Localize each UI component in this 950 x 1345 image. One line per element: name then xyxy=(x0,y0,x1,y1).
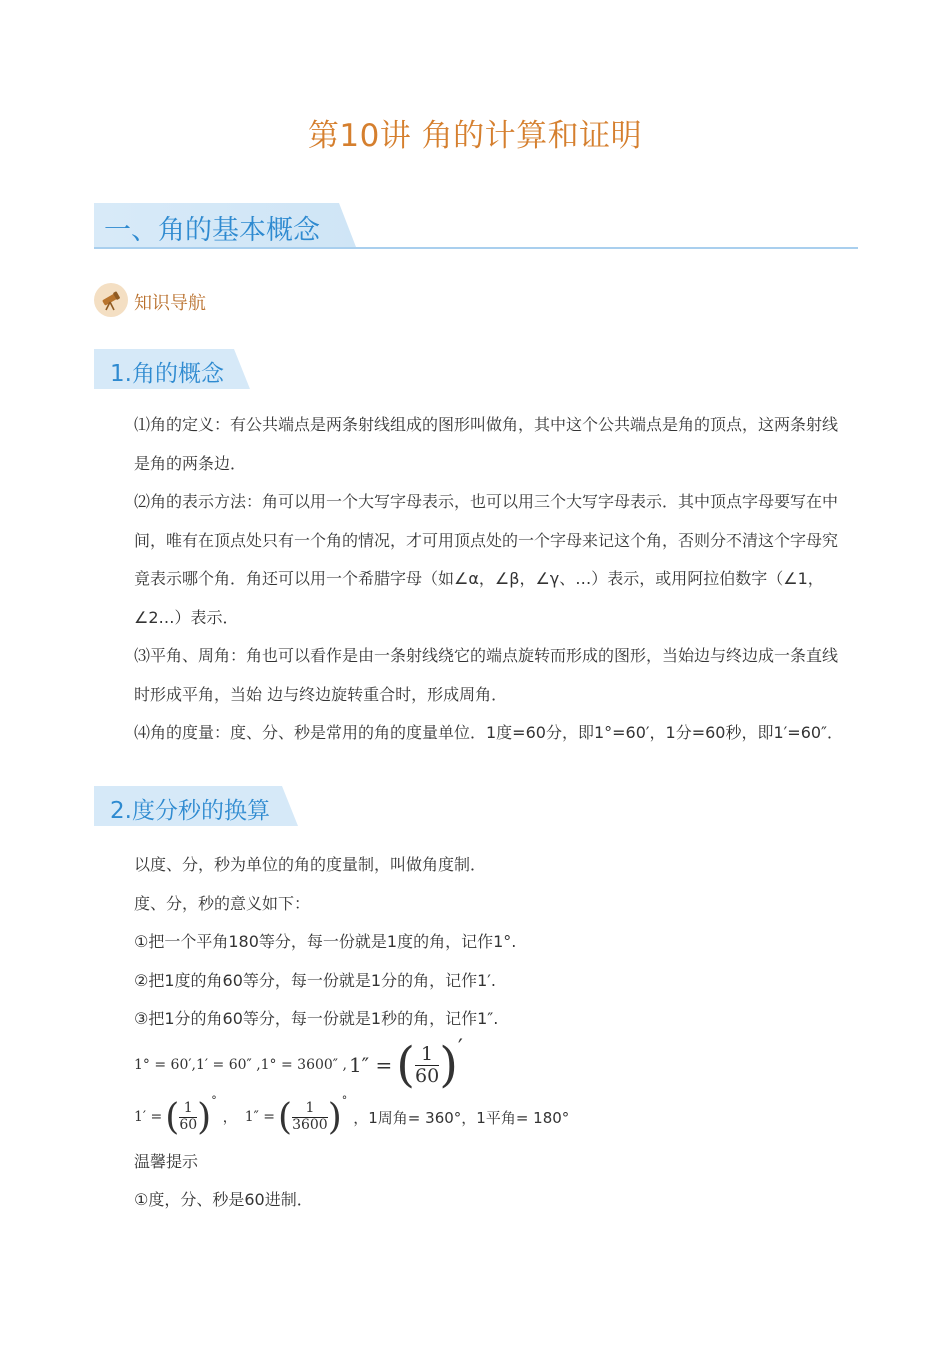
text-line: ②把1度的角60等分，每一份就是1分的角，记作1′. xyxy=(134,971,496,990)
knowledge-nav-label: 知识导航 xyxy=(134,293,206,314)
formula-unit-conversion xyxy=(134,1036,463,1094)
subheading-2 xyxy=(94,786,298,826)
formula-fraction-conversion xyxy=(134,1094,569,1140)
text-line: ③把1分的角60等分，每一份就是1秒的角，记作1″. xyxy=(134,1009,499,1028)
minute-mark: ′ xyxy=(457,1036,463,1061)
formula-lhs: 1″ = xyxy=(348,1053,393,1077)
tip-item: ①度，分、秒是60进制． xyxy=(134,1190,313,1209)
fraction-denominator: 60 xyxy=(179,1116,198,1133)
fraction-numerator: 1 xyxy=(292,1101,328,1117)
section-heading-label: 一、角的基本概念 xyxy=(104,215,320,246)
paragraph-straight-full-angle: ⑶平角、周角：角也可以看作是由一条射线绕它的端点旋转而形成的图形，当始边与终边成一条直线时形成平角，当始 边与终边旋转重合时，形成周角． xyxy=(134,646,839,704)
fraction-1-60 xyxy=(179,1101,197,1133)
fraction-denominator: 60 xyxy=(415,1064,440,1087)
section-heading xyxy=(94,203,858,249)
subheading-1 xyxy=(94,349,250,389)
separator: ， xyxy=(222,1110,237,1126)
telescope-icon xyxy=(94,283,128,317)
paragraph-notation: ⑵角的表示方法：角可以用一个大写字母表示，也可以用三个大写字母表示．其中顶点字母要写在中间，唯有在顶点处只有一个角的情况，才可用顶点处的一个字母来记这个角，否则分不清这个字母究竟表示哪个角．角还可以用一个希腊字母（如∠α，∠β，∠γ、…）表示，或用阿拉伯数字（∠1，∠2…）表示． xyxy=(134,492,839,627)
paragraph-definition: ⑴角的定义：有公共端点是两条射线组成的图形叫做角，其中这个公共端点是角的顶点，这两条射线是角的两条边． xyxy=(134,415,839,473)
fraction-1-60 xyxy=(415,1044,439,1087)
tip-title: 温馨提示 xyxy=(134,1152,199,1171)
formula-tail: ，1周角= 360°，1平角= 180° xyxy=(353,1108,570,1127)
paren-right: ) xyxy=(439,1037,458,1093)
subheading-2-label: 2.度分秒的换算 xyxy=(110,798,270,824)
fraction-denominator: 3600 xyxy=(292,1116,328,1133)
fraction-numerator: 1 xyxy=(415,1044,439,1066)
text-line: 以度、分，秒为单位的角的度量制，叫做角度制． xyxy=(134,855,487,874)
fraction-1-3600 xyxy=(292,1101,328,1133)
degree-mark: ° xyxy=(211,1094,217,1107)
formula-a-lhs: 1′ = xyxy=(134,1109,163,1125)
paren-right: ) xyxy=(197,1096,212,1138)
paragraph-measure: ⑷角的度量：度、分、秒是常用的角的度量单位．1度=60分，即1°=60′，1分=60秒，即1′=60″． xyxy=(134,723,844,742)
paren-left: ( xyxy=(396,1037,415,1093)
text-line: 度、分，秒的意义如下： xyxy=(134,894,311,913)
fraction-numerator: 1 xyxy=(179,1101,197,1117)
concept-paragraphs xyxy=(134,406,850,753)
text-line: ①把一个平角180等分，每一份就是1度的角，记作1°. xyxy=(134,932,517,951)
paren-right: ) xyxy=(327,1096,342,1138)
section-rule xyxy=(94,247,858,249)
subheading-1-label: 1.角的概念 xyxy=(110,361,224,387)
formula-prefix: 1° = 60′,1′ = 60″ ,1° = 3600″ , xyxy=(134,1057,347,1073)
page-title: 第10讲 角的计算和证明 xyxy=(307,118,643,154)
formula-b-lhs: 1″ = xyxy=(244,1109,276,1125)
paren-left: ( xyxy=(278,1096,293,1138)
degree-mark: ° xyxy=(341,1094,348,1107)
paren-left: ( xyxy=(165,1096,180,1138)
